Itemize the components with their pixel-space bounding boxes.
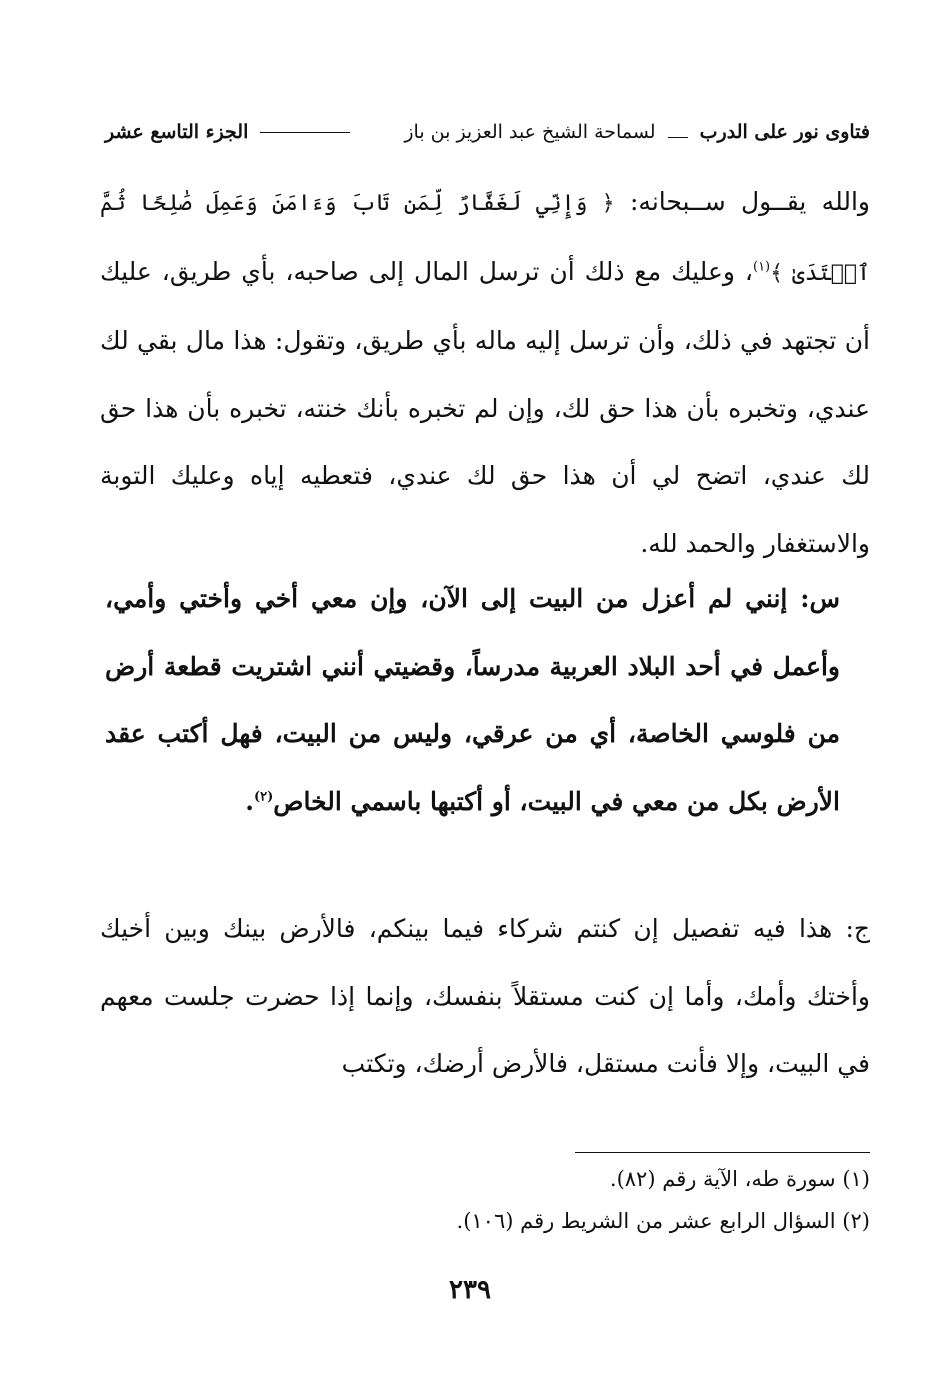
question-label: س:: [800, 584, 840, 613]
author-line: لسماحة الشيخ عبد العزيز بن باز: [404, 121, 656, 143]
question-paragraph: [105, 565, 840, 835]
question-body: إنني لم أعزل من البيت إلى الآن، وإن معي أخي وأختي وأمي، وأعمل في أحد البلاد العربية مدرساً، وقضيتي أنني اشتريت قطعة أرض من فلوسي الخاصة، أي من عرقي، وليس من البيت، فهل أكتب عقد الأرض بكل من معي في البيت، أو أكتبها باسمي الخاص: [105, 584, 840, 816]
header-rule: [260, 132, 350, 133]
quran-verse: ﴿ وَإِنِّي لَغَفَّارٌ لِّمَن تَابَ وَءَامَنَ وَعَمِلَ صَٰلِحًا ثُمَّ ٱهۡتَدَىٰ ﴾: [100, 191, 870, 286]
answer-body: ، وعليك مع ذلك أن ترسل المال إلى صاحبه، بأي طريق، عليك أن تجتهد في ذلك، وأن ترسل إليه ماله بأي طريق، وتقول: هذا مال بقي لك عندي، وتخبره بأن هذا حق لك، وإن لم تخبره بأنك خنته، تخبره بأن هذا حق لك عندي، اتضح لي أن هذا حق لك عندي، فتعطيه إياه وعليك التوبة والاستغفار والحمد لله.: [100, 256, 870, 558]
footnote-separator: [575, 1152, 870, 1153]
footnote-ref-2: (٢): [253, 789, 274, 805]
book-title: فتاوى نور على الدرب: [699, 121, 870, 143]
volume-label: الجزء التاسع عشر: [105, 121, 249, 143]
footnotes: [300, 1158, 870, 1242]
running-header: [105, 112, 870, 152]
quran-intro: والله يقــول ســبحانه:: [630, 187, 870, 216]
answer-body-2: هذا فيه تفصيل إن كنتم شركاء فيما بينكم، فالأرض بينك وبين أخيك وأختك وأمك، وأما إن كنت مستقلاً بنفسك، وإنما إذا حضرت جلست معهم في البيت، وإلا فأنت مستقل، فالأرض أرضك، وتكتب: [100, 914, 870, 1078]
footnote-1: (١) سورة طه، الآية رقم (٨٢).: [609, 1167, 870, 1191]
answer-label: ج:: [845, 914, 870, 943]
question-end: .: [245, 786, 254, 816]
header-dash: [668, 137, 688, 138]
footnote-2: (٢) السؤال الرابع عشر من الشريط رقم (١٠٦).: [456, 1209, 870, 1233]
answer-continuation: [100, 168, 870, 577]
page-number: ٢٣٩: [449, 1275, 491, 1305]
answer-paragraph: [100, 895, 870, 1098]
footnote-ref-1: (١): [752, 259, 771, 275]
